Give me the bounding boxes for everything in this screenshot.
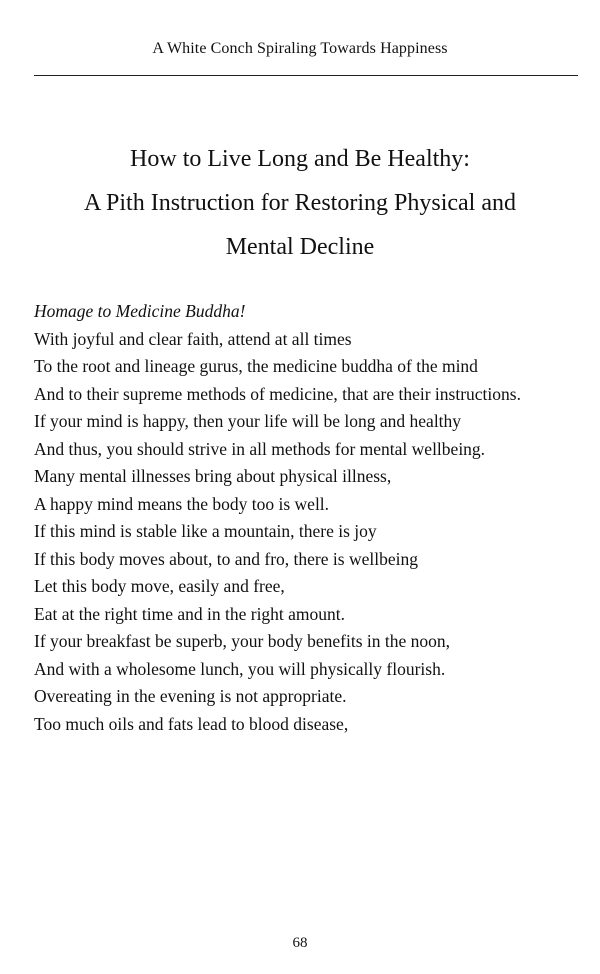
verse-line: A happy mind means the body too is well.	[34, 493, 330, 514]
homage-line: Homage to Medicine Buddha!	[34, 301, 246, 321]
title-line-2: A Pith Instruction for Restoring Physical and	[84, 190, 516, 216]
verse-line: Many mental illnesses bring about physical illness,	[34, 466, 392, 486]
verse-line: With joyful and clear faith, attend at all times	[34, 328, 352, 349]
verse-line: And with a wholesome lunch, you will physically flourish.	[34, 658, 446, 679]
verse-line: Let this body move, easily and free,	[34, 576, 285, 596]
verse-line: Too much oils and fats lead to blood disease,	[34, 713, 349, 734]
chapter-title	[20, 137, 580, 269]
title-line-1: How to Live Long and Be Healthy:	[130, 146, 470, 172]
verse-line: And to their supreme methods of medicine, that are their instructions.	[34, 383, 521, 404]
running-header: A White Conch Spiraling Towards Happiness	[152, 40, 448, 57]
title-line-3: Mental Decline	[225, 234, 375, 260]
verse-line: If this mind is stable like a mountain, there is joy	[34, 521, 377, 541]
verse-line: Eat at the right time and in the right amount.	[34, 603, 346, 624]
verse-line: To the root and lineage gurus, the medicine buddha of the mind	[34, 356, 478, 376]
verse-line: And thus, you should strive in all methods for mental wellbeing.	[34, 438, 486, 459]
verse-line: If your mind is happy, then your life will be long and healthy	[34, 411, 462, 431]
verse-body	[34, 298, 584, 738]
header-rule	[34, 75, 578, 76]
verse-line: If your breakfast be superb, your body benefits in the noon,	[34, 631, 451, 651]
verse-line: Overeating in the evening is not appropriate.	[34, 686, 347, 706]
verse-line: If this body moves about, to and fro, there is wellbeing	[34, 548, 418, 569]
page-number: 68	[292, 935, 308, 951]
